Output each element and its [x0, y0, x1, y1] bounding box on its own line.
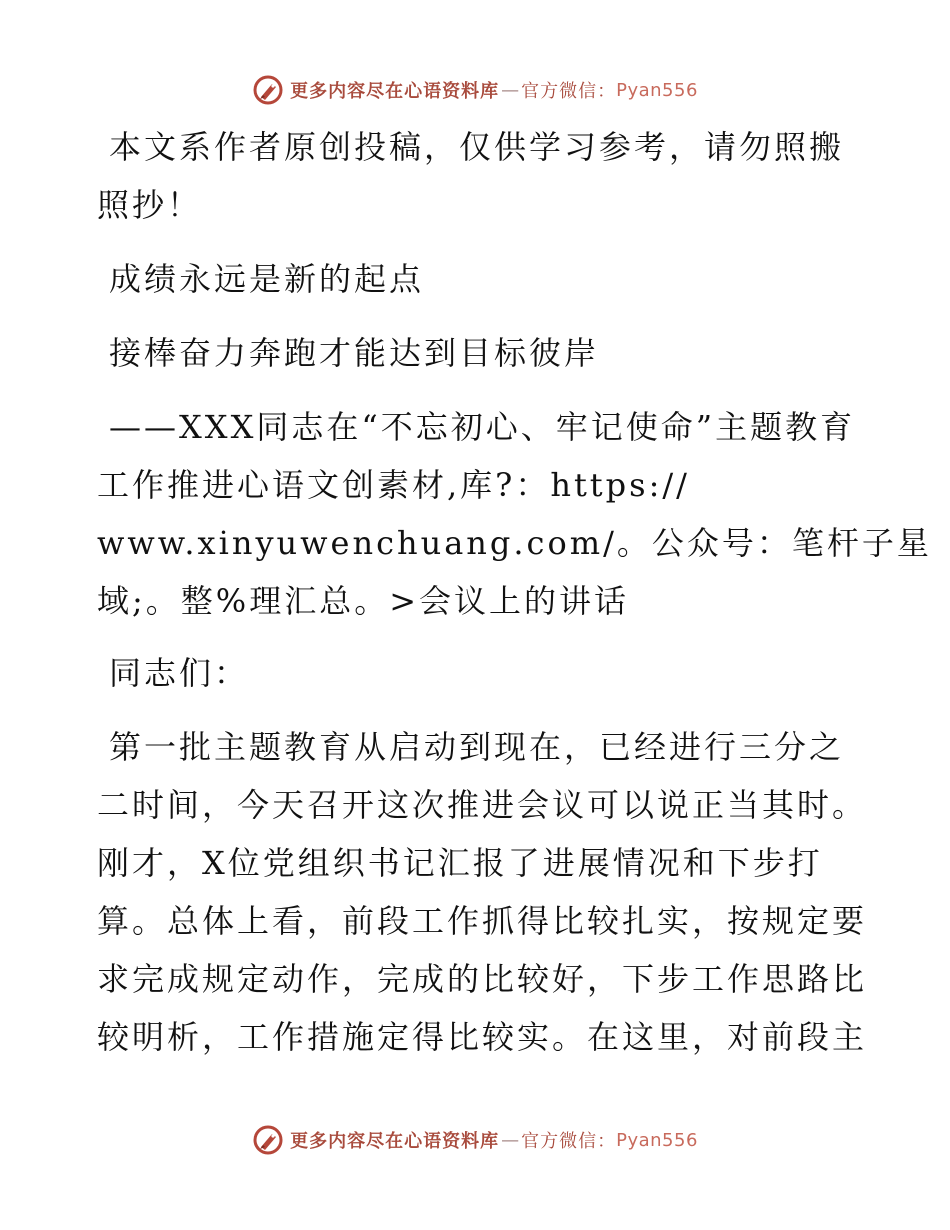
secondary-title	[97, 324, 857, 382]
subtitle-line: www.xinyuwenchuang.com/。公众号：笔杆子星	[97, 524, 932, 562]
header-banner	[0, 70, 950, 110]
banner-wechat-label: 官方微信：	[521, 81, 617, 102]
body-line: 算。总体上看，前段工作抓得比较扎实，按规定要	[97, 902, 868, 940]
notice-line: 照抄！	[97, 186, 203, 224]
pen-nib-logo-icon	[252, 1124, 284, 1156]
salutation-line: 同志们：	[109, 654, 250, 692]
body-line: 求完成规定动作，完成的比较好，下步工作思路比	[97, 960, 868, 998]
pen-nib-logo-icon	[252, 74, 284, 106]
banner-wechat-id: Pyan556	[616, 79, 698, 101]
document-body	[97, 118, 932, 1082]
body-line: 刚才，X位党组织书记汇报了进展情况和下步打	[97, 844, 823, 882]
footer-banner	[0, 1120, 950, 1160]
subtitle-line: ——XXX同志在“不忘初心、牢记使命”主题教育	[109, 408, 856, 446]
body-line: 第一批主题教育从启动到现在，已经进行三分之	[109, 728, 845, 766]
salutation	[97, 644, 857, 702]
banner-separator: —	[501, 79, 520, 101]
banner-wechat-id: Pyan556	[616, 1129, 698, 1151]
main-title	[97, 250, 857, 308]
banner-title: 更多内容尽在心语资料库	[290, 1131, 500, 1152]
subtitle-line: 工作推进心语文创素材,库?：https://	[97, 466, 690, 504]
body-line: 较明析，工作措施定得比较实。在这里，对前段主	[97, 1018, 868, 1056]
copyright-notice	[97, 118, 857, 234]
banner-title: 更多内容尽在心语资料库	[290, 81, 500, 102]
banner-separator: —	[501, 1129, 520, 1151]
subtitle-line: 域;。整%理汇总。>会议上的讲话	[97, 582, 630, 620]
notice-line: 本文系作者原创投稿，仅供学习参考，请勿照搬	[109, 128, 845, 166]
banner-wechat-label: 官方微信：	[521, 1131, 617, 1152]
title-line: 接棒奋力奔跑才能达到目标彼岸	[109, 334, 600, 372]
body-paragraph	[97, 718, 868, 1066]
title-line: 成绩永远是新的起点	[109, 260, 425, 298]
body-line: 二时间，今天召开这次推进会议可以说正当其时。	[97, 786, 868, 824]
speech-subtitle	[97, 398, 932, 630]
